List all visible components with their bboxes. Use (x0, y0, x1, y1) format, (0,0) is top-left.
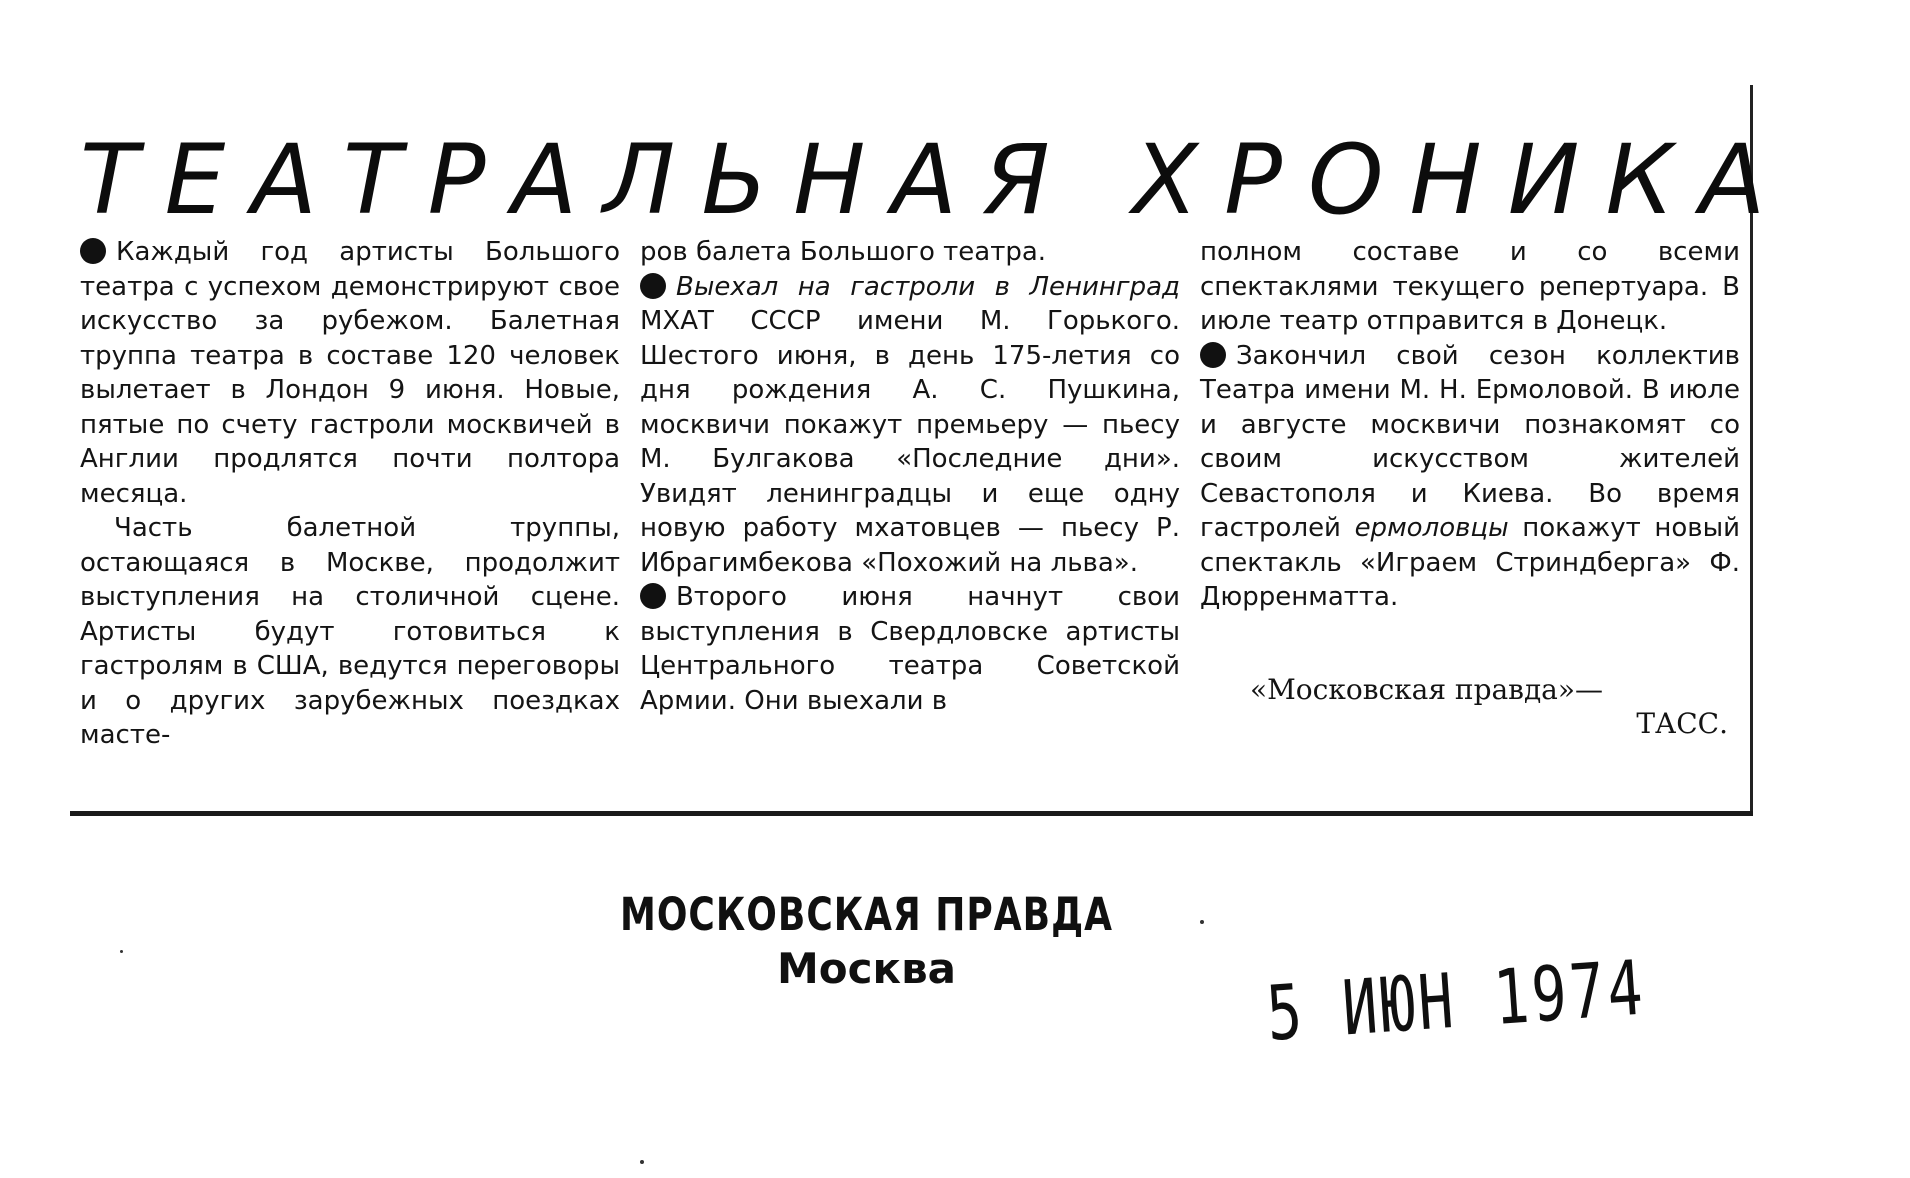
headline: ТЕАТРАЛЬНАЯ ХРОНИКА (80, 124, 1792, 236)
paragraph-ballet-moscow: Часть балетной труппы, остающаяся в Москве, продолжит выступления на столичной сцене. Артисты будут готовиться к гастролям в США, ведутся переговоры и о других зарубежных поездках масте- (80, 513, 620, 750)
paragraph-bolshoi: Каждый год артисты Большого театра с успехом демонстрируют свое искусство за рубежом. Балетная труппа театра в составе 120 человек вылетает в Лондон 9 июня. Новые, пятые по счету гастроли москвичей в Англии продлятся почти полтора месяца. (80, 237, 620, 509)
paragraph-army-theatre-end: полном составе и со всеми спектаклями текущего репертуара. В июле театр отправится в Донецк. (1200, 237, 1740, 336)
signature-source: «Московская правда»— (1250, 672, 1604, 706)
column-1 (80, 235, 620, 753)
paragraph-ballet-end: ров балета Большого театра. (640, 237, 1047, 267)
bottom-rule (70, 811, 1753, 816)
article-signature (1200, 673, 1740, 741)
column-3 (1200, 235, 1740, 753)
ink-speck (1200, 920, 1204, 924)
newspaper-masthead-stamp (620, 889, 1114, 993)
bullet-icon (1200, 342, 1226, 368)
paragraph-ermolova: Закончил свой сезон коллектив Театра имени М. Н. Ермоловой. В июле и августе москвичи познакомят со своим искусством жителей Севастополя и Киева. Во время гастролей ермоловцы покажут новый спектакль «Играем Стриндберга» Ф. Дюрренматта. (1200, 340, 1741, 612)
bullet-icon (80, 238, 106, 264)
ink-speck (120, 950, 123, 953)
masthead-name: МОСКОВСКАЯ ПРАВДА (620, 889, 1114, 942)
newspaper-clipping (70, 85, 1792, 815)
signature-agency: ТАСС. (1636, 706, 1728, 740)
ink-speck (640, 1160, 644, 1164)
column-2 (640, 235, 1180, 753)
article-columns (80, 235, 1740, 753)
date-stamp: 5 ИЮН 1974 (1263, 943, 1649, 1058)
bullet-icon (640, 583, 666, 609)
paragraph-army-theatre: Второго июня начнут свои выступления в Свердловске артисты Центрального театра Советской Армии. Они выехали в (640, 582, 1180, 716)
masthead-city: Москва (777, 944, 956, 993)
bullet-icon (640, 273, 666, 299)
paragraph-mkhat: Выехал на гастроли в Ленинград МХАТ СССР имени М. Горького. Шестого июня, в день 175-летия со дня рождения А. С. Пушкина, москвичи покажут премьеру — пьесу М. Булгакова «Последние дни». Увидят ленинградцы и еще одну новую работу мхатовцев — пьесу Р. Ибрагимбекова «Похожий на льва». (640, 271, 1180, 578)
